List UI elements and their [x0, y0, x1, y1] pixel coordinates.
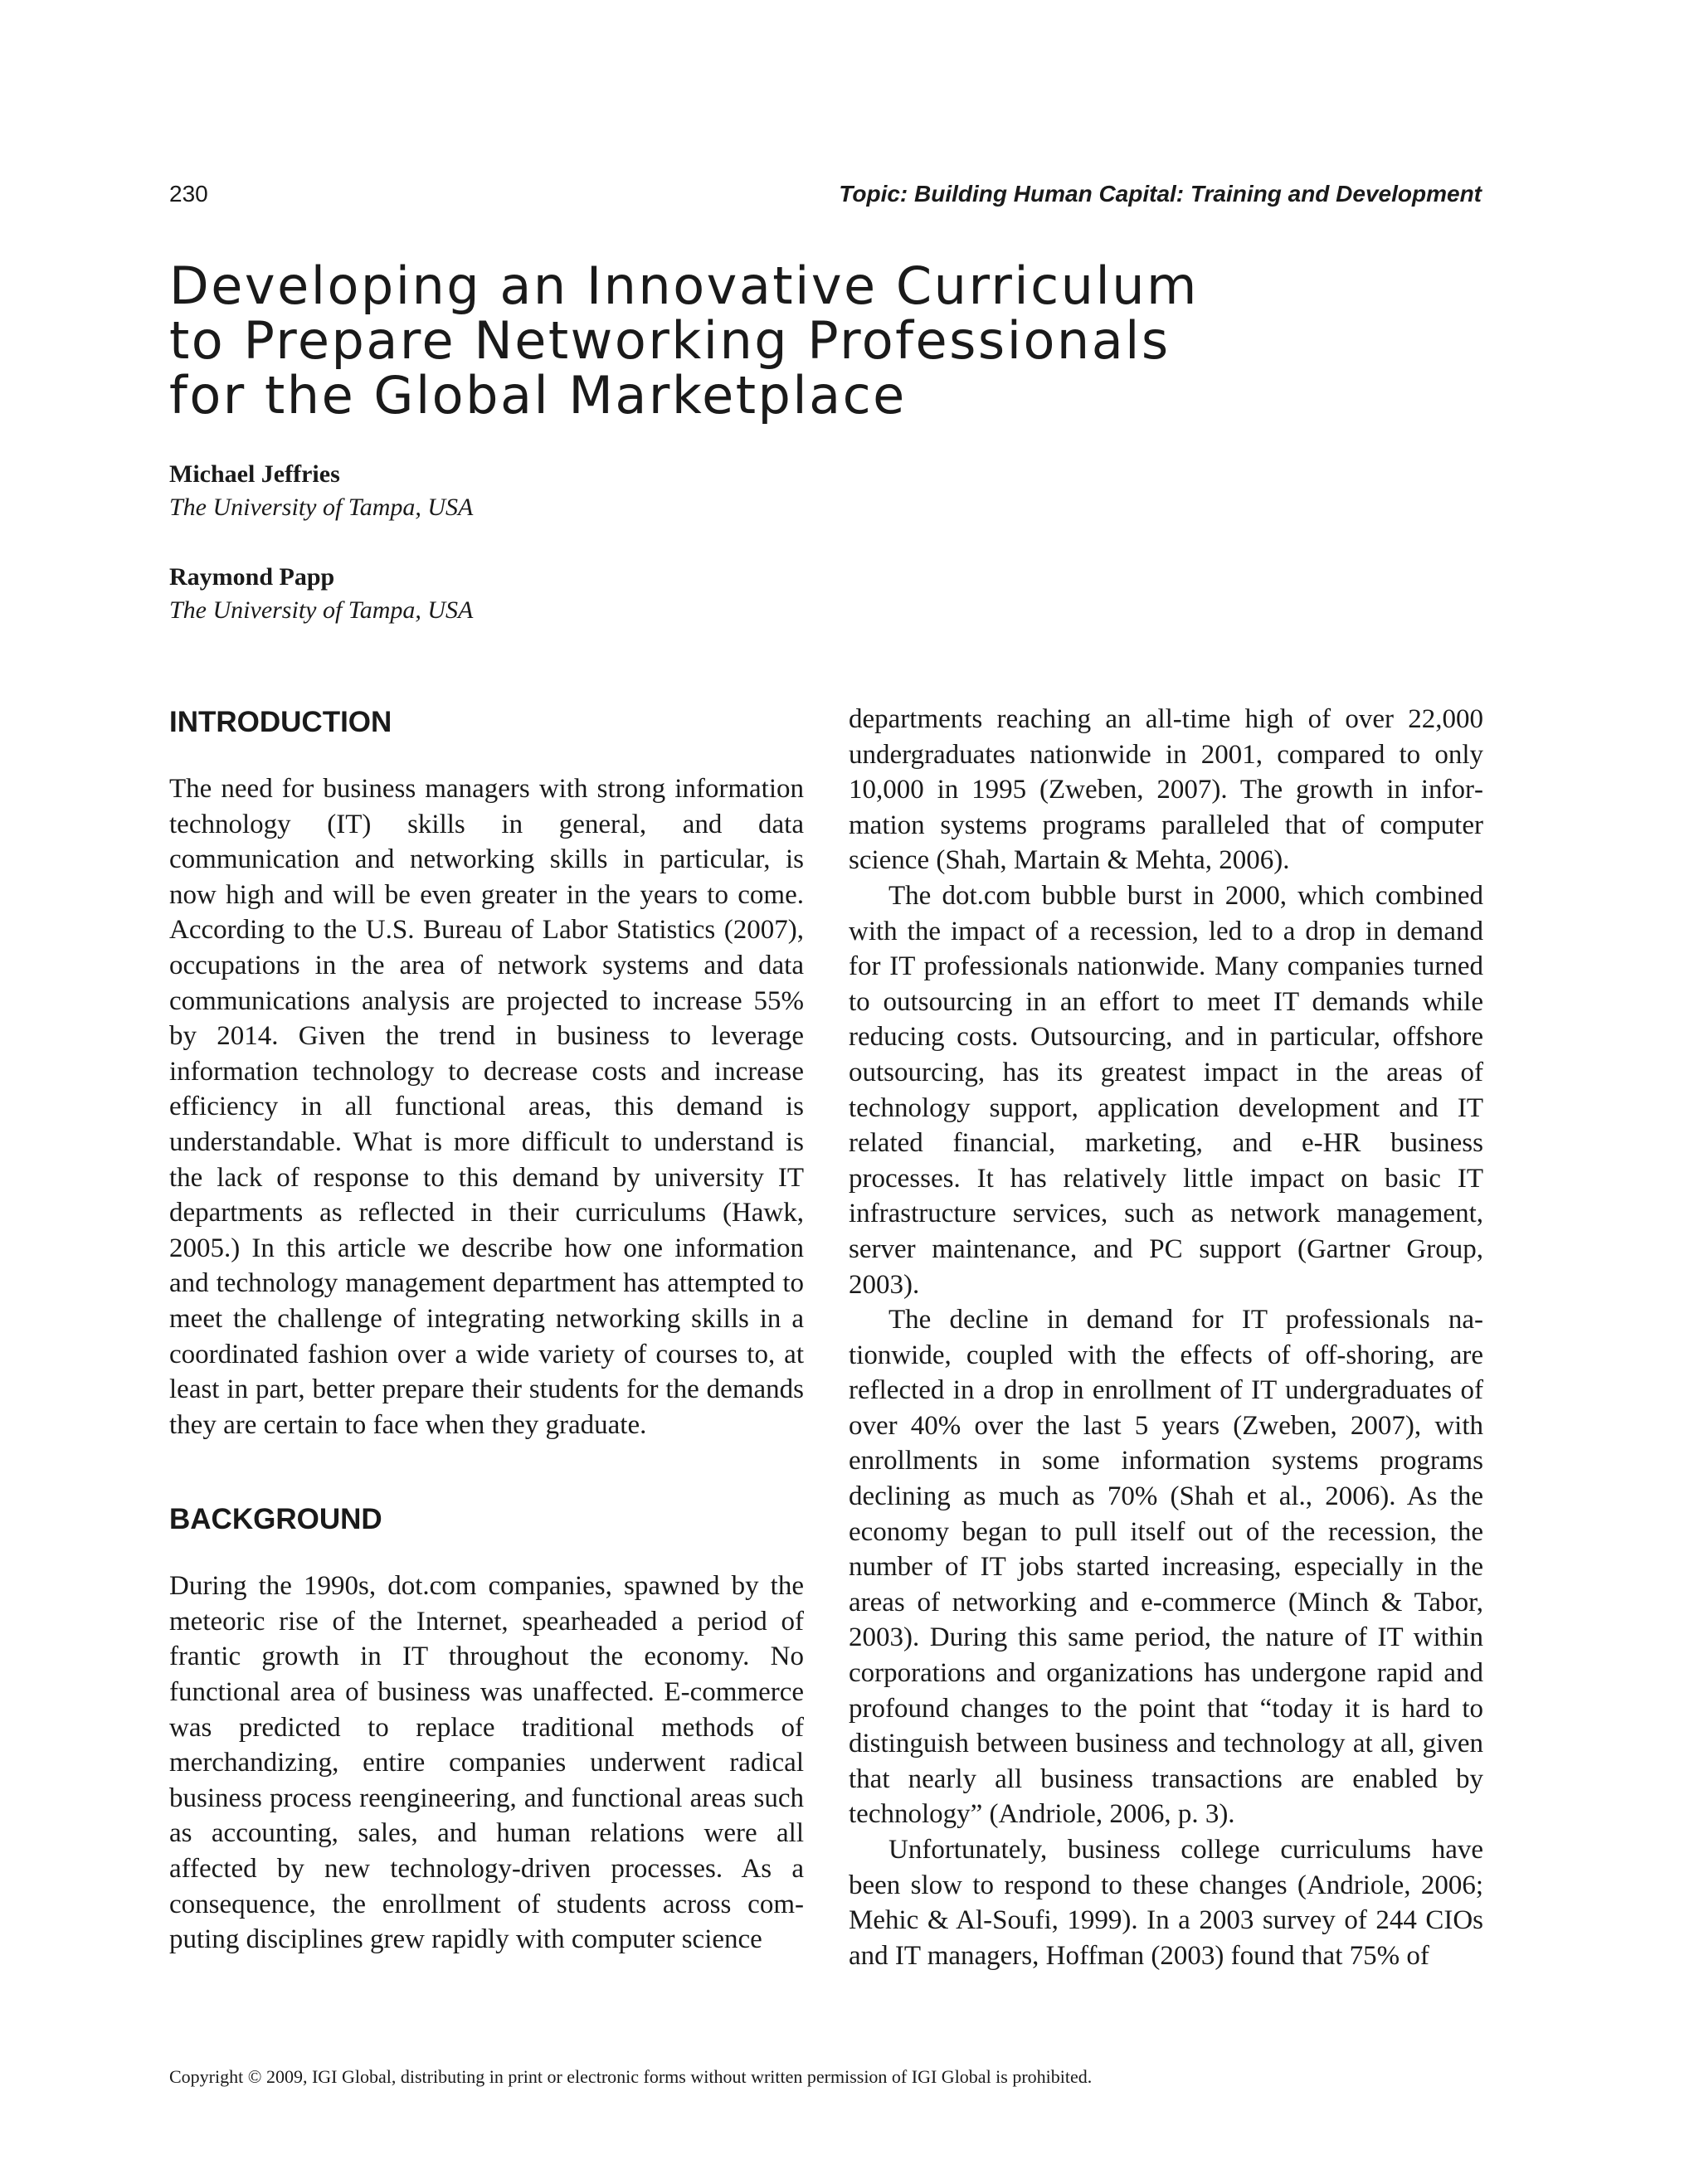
- section-heading-introduction: INTRODUCTION: [169, 706, 392, 738]
- left-column: [169, 702, 804, 1958]
- author-affiliation: The University of Tampa, USA: [169, 596, 474, 624]
- page-number: 230: [169, 181, 208, 207]
- introduction-paragraph: The need for business managers with strong information technology (IT) skills in general, and data communication and networking skills in particular, is now high and will be even greater in the years to come. According to the U.S. Bureau of Labor Statistics (2007), occupations in the area of network systems and data communications analysis are projected to increase 55% by 2014. Given the trend in business to leverage information technology to decrease costs and increase efficiency in all functional areas, this demand is understandable. What is more difficult to understand is the lack of response to this demand by university IT departments as reflected in their curriculums (Hawk, 2005.) In this article we describe how one information and technology management department has attempted to meet the challenge of integrating networking skills in a coordinated fashion over a wide variety of courses to, at least in part, better prepare their students for the demands they are certain to face when they graduate.: [169, 774, 804, 1440]
- body-paragraph: The decline in demand for IT professionals nationwide, coupled with the effects of off-shoring, are reflected in a drop in enrollment of IT undergraduates of over 40% over the last 5 years (Zweben, 2007), with enrollments in some information systems programs declining as much as 70% (Shah et al., 2006). As the economy began to pull itself out of the recession, the number of IT jobs started increasing, especially in the areas of networking and e-commerce (Minch & Tabor, 2003). During this same period, the nature of IT within corporations and organizations has undergone rapid and profound changes to the point that “today it is hard to distinguish between business and technology at all, given that nearly all business transactions are enabled by technology” (Andriole, 2006, p. 3).: [849, 1305, 1483, 1830]
- author-block-2: [169, 561, 473, 627]
- author-block-1: [169, 458, 473, 524]
- body-paragraph: The dot.com bubble burst in 2000, which combined with the impact of a recession, led to a drop in demand for IT professionals nationwide. Many companies turned to outsourcing in an effort to meet IT demands while reducing costs. Outsourcing, and in particular, offshore outsourcing, has its greatest impact in the areas of technology support, application development and IT related financial, marketing, and e-HR business processes. It has relatively little impact on basic IT infrastructure services, such as network management, server maintenance, and PC support (Gartner Group, 2003).: [849, 880, 1483, 1300]
- body-paragraph: departments reaching an all-time high of over 22,000 undergraduates nationwide in 2001, compared to only 10,000 in 1995 (Zweben, 2007). The growth in information systems programs paralleled that of computer science (Shah, Martain & Mehta, 2006).: [849, 704, 1483, 876]
- running-head-topic: Topic: Building Human Capital: Training and Development: [839, 181, 1482, 207]
- author-name: Michael Jeffries: [169, 460, 340, 488]
- title-line-3: for the Global Marketplace: [169, 365, 907, 426]
- copyright-footer: Copyright © 2009, IGI Global, distributing in print or electronic forms without written permission of IGI Global is prohibited.: [169, 2066, 1093, 2087]
- title-line-1: Developing an Innovative Curriculum: [169, 255, 1199, 316]
- title-line-2: to Prepare Networking Professionals: [169, 310, 1171, 371]
- author-name: Raymond Papp: [169, 563, 335, 591]
- right-column: [849, 702, 1483, 1973]
- background-paragraph: During the 1990s, dot.com companies, spawned by the meteoric rise of the Internet, spearheaded a period of frantic growth in IT throughout the economy. No functional area of business was unaffected. E-commerce was predicted to replace traditional methods of merchandizing, entire companies underwent radical business process reengineering, and functional areas such as accounting, sales, and human relations were all affected by new technology-driven processes. As a consequence, the enrollment of students across computing disciplines grew rapidly with computer science: [169, 1571, 804, 1955]
- section-heading-background: BACKGROUND: [169, 1503, 382, 1536]
- body-paragraph: Unfortunately, business college curriculums have been slow to respond to these changes (Andriole, 2006; Mehic & Al-Soufi, 1999). In a 2003 survey of 244 CIOs and IT managers, Hoffman (2003) found that 75% of: [849, 1835, 1483, 1971]
- author-affiliation: The University of Tampa, USA: [169, 494, 474, 521]
- article-title: [169, 255, 1414, 426]
